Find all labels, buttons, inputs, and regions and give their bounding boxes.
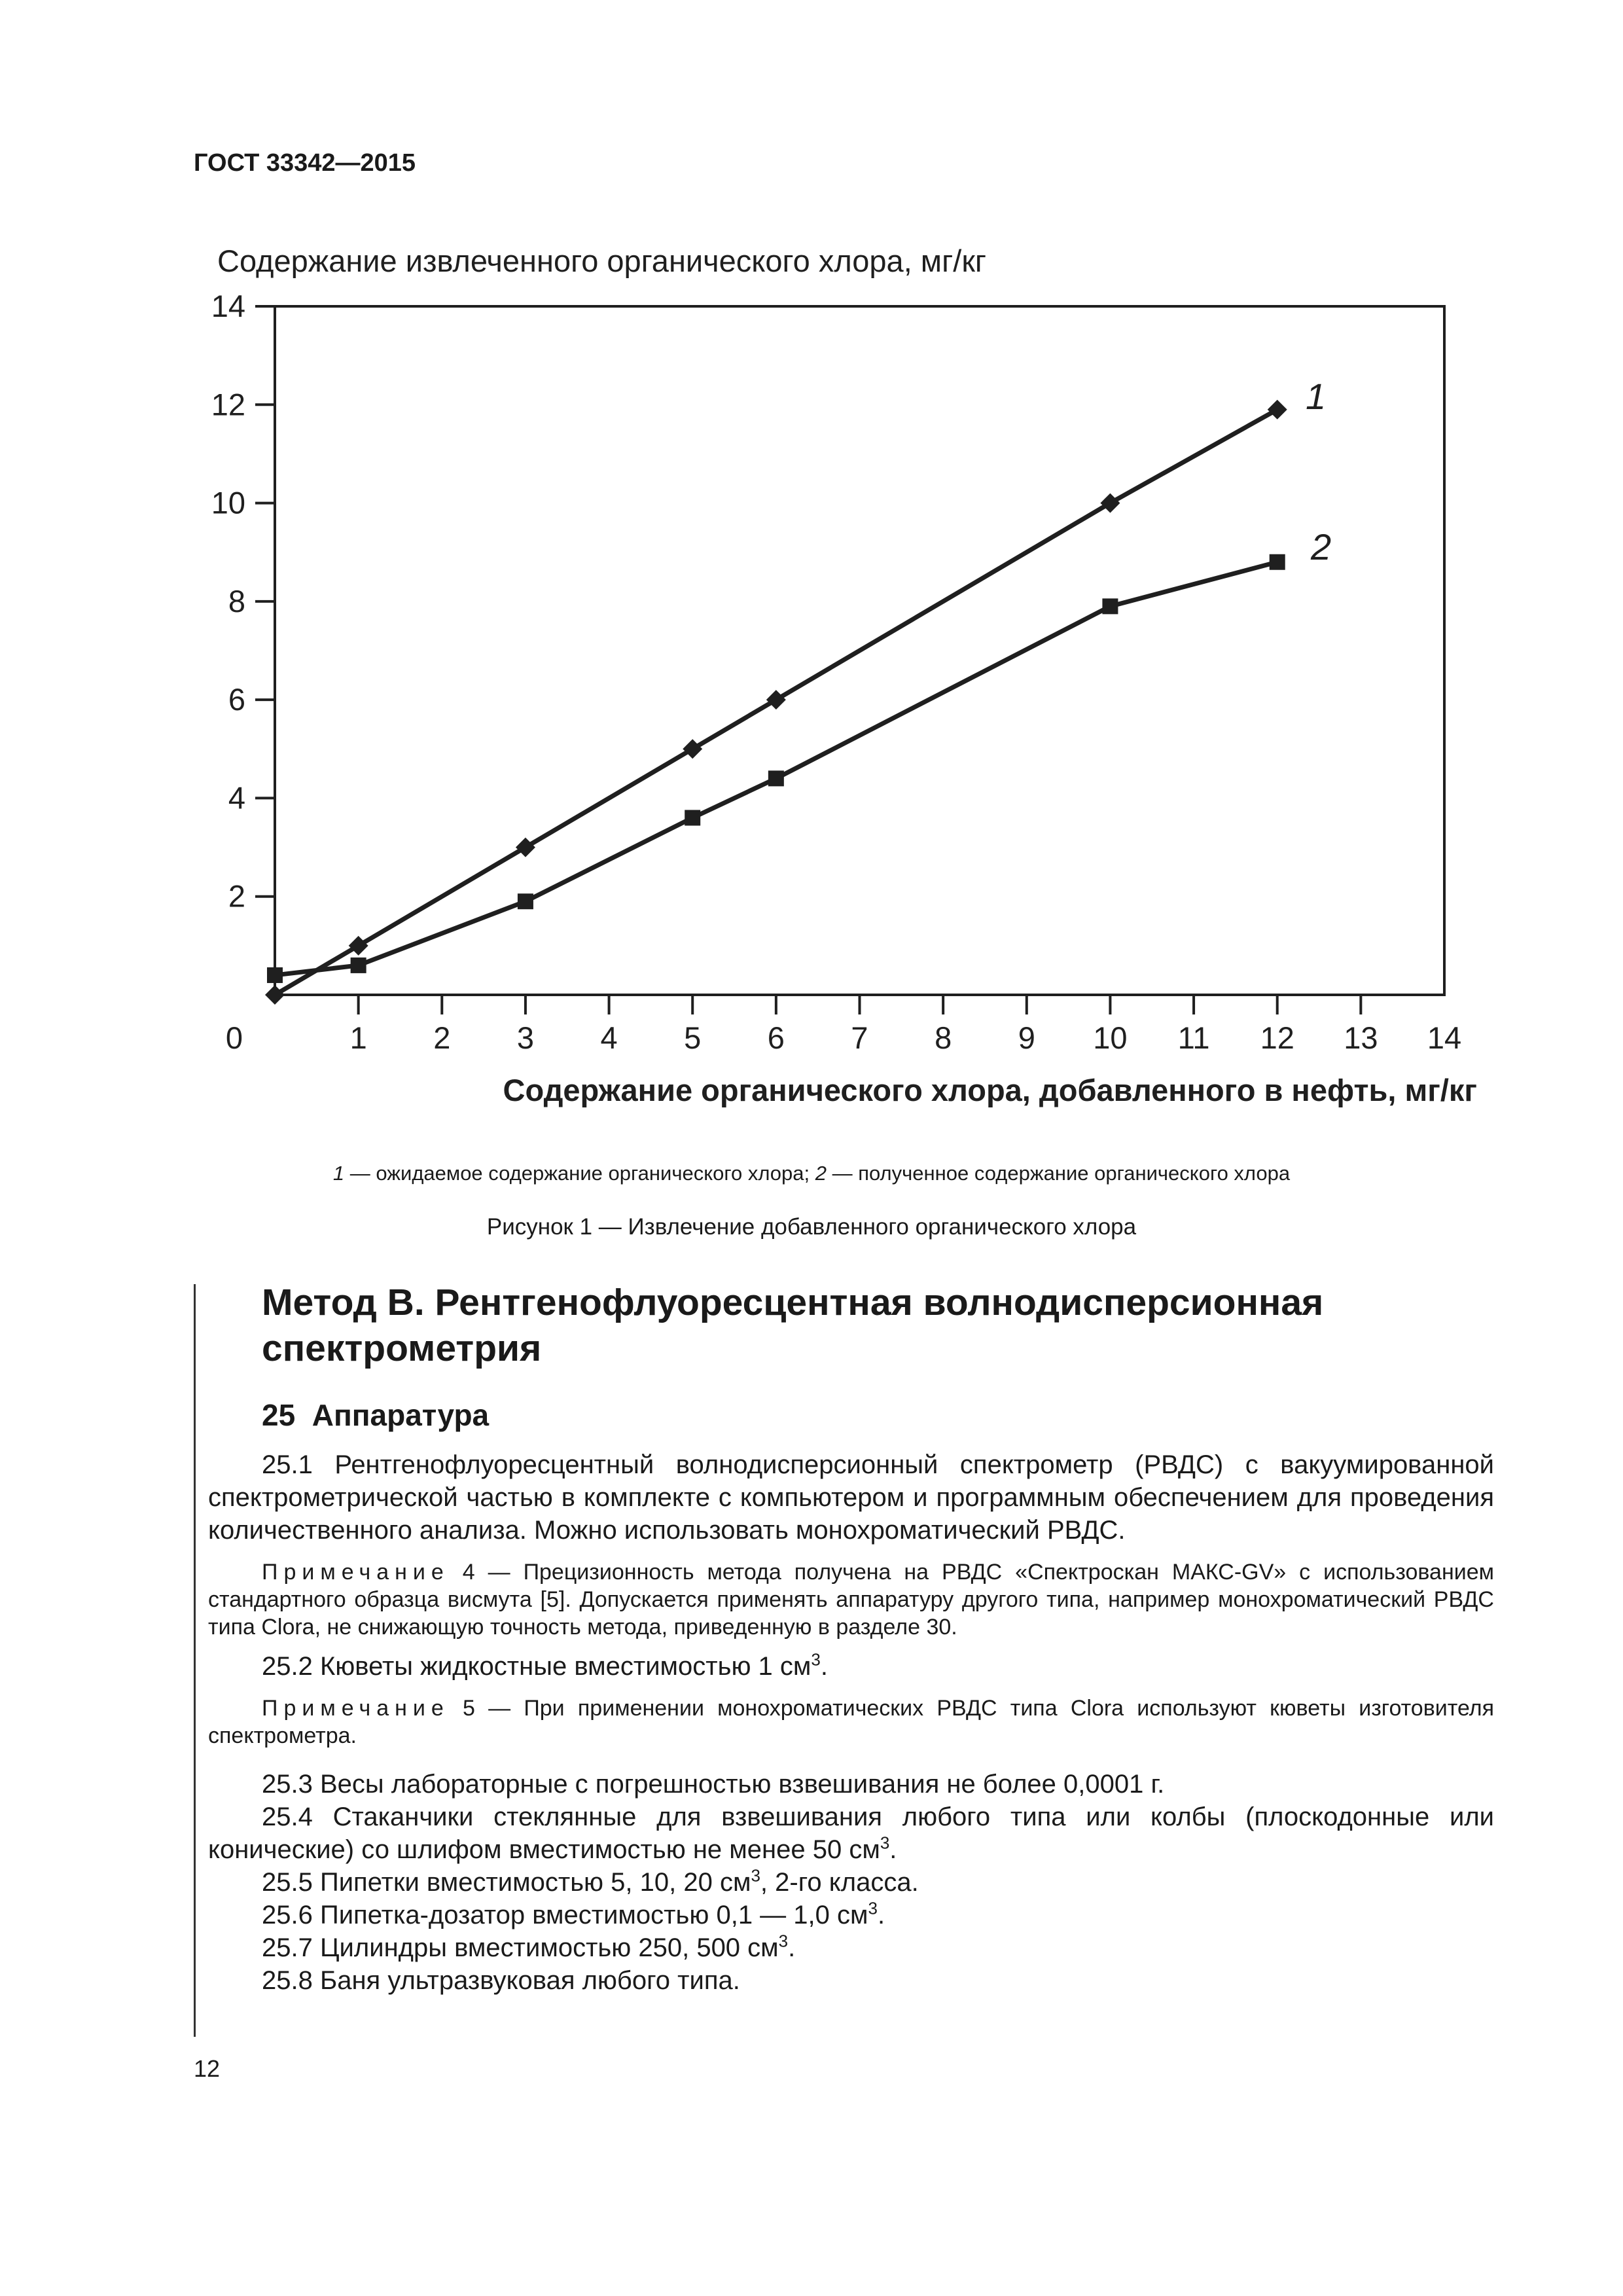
paragraph-25-5-end: , 2-го класса. [760, 1868, 919, 1897]
series-1-point [265, 985, 285, 1005]
legend-text-1: — ожидаемое содержание органического хлора; [344, 1162, 815, 1185]
paragraph-25-2 [208, 1650, 1494, 1683]
series-1-point [349, 936, 368, 956]
note-5-label: Примечание [262, 1696, 450, 1721]
series-2-point [1102, 598, 1118, 614]
note-5-text: 5 — При применении монохроматических РВДС типа Clora используют кюветы изготовителя спектрометра. [208, 1696, 1494, 1748]
series-1-point [1100, 493, 1120, 513]
series-2-line [275, 562, 1277, 975]
change-bar [194, 1284, 196, 2037]
paragraph-25-4-sup: 3 [880, 1833, 890, 1853]
series-label-1: 1 [1306, 376, 1327, 417]
x-tick-label: 0 [225, 1020, 243, 1055]
y-tick-label: 8 [228, 583, 245, 619]
paragraph-25-6-sup: 3 [868, 1898, 878, 1918]
paragraph-25-1: 25.1 Рентгенофлуоресцентный волнодисперсионный спектрометр (РВДС) с вакуумированной спектрометрической частью в комплекте с компьютером и программным обеспечением для проведения количественного анализа. Можно использовать монохроматический РВДС. [208, 1450, 1494, 1545]
x-tick-label: 12 [1260, 1020, 1294, 1055]
series-1-point [1268, 400, 1287, 420]
method-title: Метод В. Рентгенофлуоресцентная волнодисперсионная спектрометрия [262, 1282, 1324, 1369]
paragraph-25-4-text: 25.4 Стаканчики стеклянные для взвешивания любого типа или колбы (плоскодонные или конические) со шлифом вместимостью не менее 50 см [208, 1803, 1494, 1864]
x-tick-label: 1 [349, 1020, 367, 1055]
note-4-text: 4 — Прецизионность метода получена на РВДС «Спектроскан МАКС-GV» с использованием стандартного образца висмута [5]. Допускается применять аппаратуру другого типа, например монохроматический РВДС типа Clora, не снижающую точность метода, приведенную в разделе 30. [208, 1560, 1494, 1640]
chart-x-axis-label: Содержание органического хлора, добавленного в нефть, мг/кг [503, 1073, 1477, 1107]
series-1-point [766, 690, 786, 709]
paragraph-25-7 [208, 1931, 1494, 1964]
section-content [208, 1280, 1494, 1997]
section-heading [262, 1399, 1494, 1431]
paragraph-25-3: 25.3 Весы лабораторные с погрешностью взвешивания не более 0,0001 г. [262, 1770, 1165, 1799]
document-header: ГОСТ 33342—2015 [194, 149, 416, 177]
paragraph-25-2-sup: 3 [811, 1649, 821, 1670]
paragraph-25-8: 25.8 Баня ультразвуковая любого типа. [262, 1966, 740, 1995]
y-tick-label: 14 [211, 289, 245, 323]
y-tick-label: 6 [228, 682, 245, 717]
series-2-point [685, 810, 700, 825]
x-tick-label: 2 [433, 1020, 451, 1055]
paragraph-25-6 [208, 1899, 1494, 1931]
y-tick-label: 2 [228, 878, 245, 914]
section-number: 25 [262, 1398, 296, 1432]
note-4-label: Примечание [262, 1560, 450, 1585]
series-2-point [351, 958, 366, 973]
paragraph-25-5 [208, 1866, 1494, 1899]
series-1-point [516, 838, 535, 857]
series-1-point [683, 739, 702, 759]
paragraph-25-4 [208, 1801, 1494, 1866]
paragraph-25-6-end: . [877, 1901, 885, 1929]
x-tick-label: 10 [1093, 1020, 1128, 1055]
paragraph-25-6-text: 25.6 Пипетка-дозатор вместимостью 0,1 — 1,0 см [262, 1901, 868, 1929]
chart-y-axis-label: Содержание извлеченного органического хлора, мг/кг [217, 243, 987, 278]
paragraph-25-4-end: . [889, 1835, 897, 1864]
section-title: Аппаратура [312, 1398, 490, 1432]
legend-number-2: 2 [815, 1162, 827, 1185]
x-tick-label: 13 [1344, 1020, 1378, 1055]
note-5 [208, 1695, 1494, 1749]
legend-number-1: 1 [332, 1162, 345, 1185]
y-tick-label: 12 [211, 387, 245, 422]
series-2-point [518, 893, 533, 909]
x-tick-label: 5 [684, 1020, 702, 1055]
series-2-point [267, 967, 283, 983]
paragraph-25-5-sup: 3 [751, 1865, 760, 1886]
paragraph-25-5-text: 25.5 Пипетки вместимостью 5, 10, 20 см [262, 1868, 751, 1897]
x-tick-label: 6 [767, 1020, 785, 1055]
x-tick-label: 3 [516, 1020, 534, 1055]
legend-text-2: — полученное содержание органического хлора [826, 1162, 1291, 1185]
y-tick-label: 4 [228, 780, 245, 816]
x-tick-label: 7 [851, 1020, 868, 1055]
x-tick-label: 11 [1177, 1020, 1210, 1055]
paragraph-25-7-text: 25.7 Цилиндры вместимостью 250, 500 см [262, 1933, 779, 1962]
note-4 [208, 1558, 1494, 1641]
series-2-point [1270, 554, 1285, 570]
x-tick-label: 4 [600, 1020, 618, 1055]
figure-caption: Рисунок 1 — Извлечение добавленного органического хлора [486, 1214, 1137, 1240]
page-number: 12 [194, 2055, 221, 2082]
x-tick-label: 9 [1018, 1020, 1035, 1055]
y-tick-label: 10 [211, 485, 245, 520]
x-tick-label: 8 [935, 1020, 952, 1055]
series-2-point [768, 770, 784, 786]
paragraph-25-2-text: 25.2 Кюветы жидкостные вместимостью 1 см [262, 1652, 812, 1681]
figure-legend [0, 1162, 1623, 1185]
paragraph-25-2-end: . [820, 1652, 829, 1681]
paragraph-25-7-end: . [788, 1933, 796, 1962]
series-label-2: 2 [1311, 526, 1332, 567]
paragraph-25-7-sup: 3 [778, 1931, 789, 1951]
x-tick-label: 14 [1427, 1020, 1462, 1055]
